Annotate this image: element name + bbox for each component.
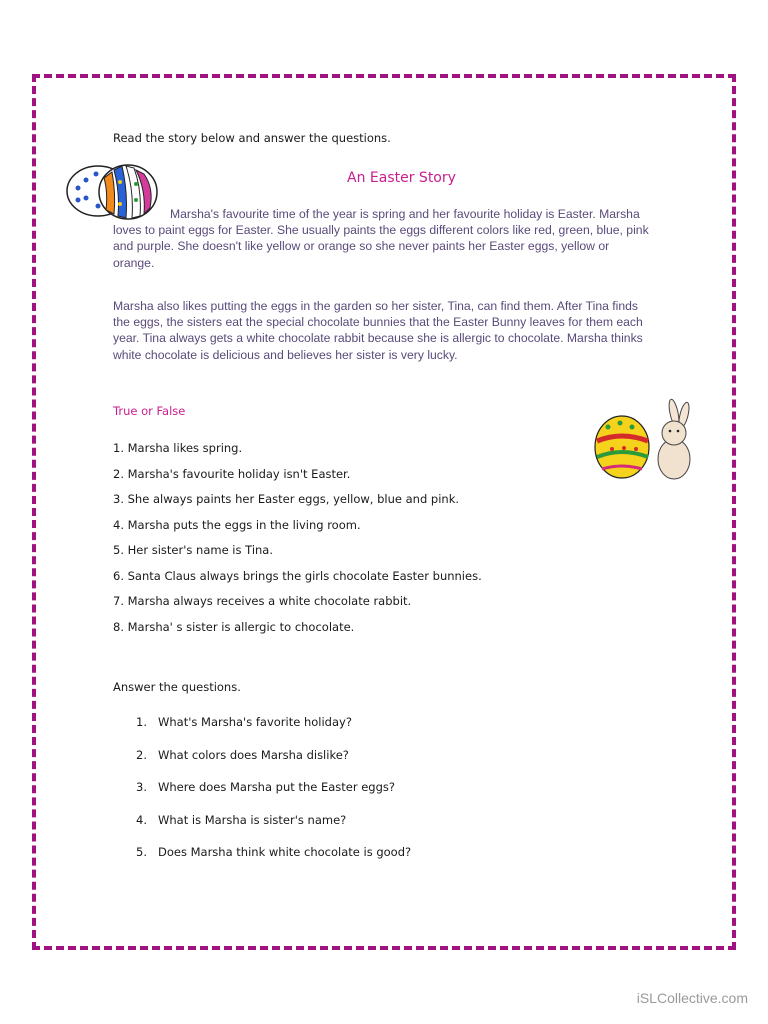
true-false-item: 2. Marsha's favourite holiday isn't Easter.	[113, 466, 351, 481]
question-number: 3.	[136, 780, 147, 794]
true-false-item: 3. She always paints her Easter eggs, yellow, blue and pink.	[113, 492, 460, 506]
true-false-item: 7. Marsha always receives a white chocolate rabbit.	[113, 594, 412, 608]
question-text: What colors does Marsha dislike?	[158, 747, 349, 762]
question-item	[136, 779, 411, 812]
question-text: Does Marsha think white chocolate is good?	[158, 845, 412, 859]
true-false-list	[113, 440, 482, 644]
question-number: 1.	[136, 715, 147, 729]
question-item	[136, 844, 411, 877]
question-text: What's Marsha's favorite holiday?	[158, 715, 352, 729]
instructions: Read the story below and answer the questions.	[113, 131, 391, 145]
true-false-heading: True or False	[113, 404, 186, 418]
true-false-item: 8. Marsha' s sister is allergic to chocolate.	[113, 619, 355, 634]
question-item	[136, 812, 411, 845]
question-number: 5.	[136, 845, 147, 859]
story-paragraph-2: Marsha also likes putting the eggs in the garden so her sister, Tina, can find them. After Tina finds the eggs, the sisters eat the special chocolate bunnies that the Easter Bunny leaves for them each year. Tina always gets a white chocolate rabbit because she is allergic to chocolate. Marsha thinks white chocolate is delicious and believes her sister is very lucky.	[113, 299, 643, 362]
story-title: An Easter Story	[347, 170, 456, 186]
question-number: 4.	[136, 812, 147, 827]
true-false-item: 6. Santa Claus always brings the girls chocolate Easter bunnies.	[113, 568, 482, 583]
true-false-item: 4. Marsha puts the eggs in the living room.	[113, 517, 361, 532]
true-false-item: 5. Her sister's name is Tina.	[113, 543, 274, 557]
question-text: Where does Marsha put the Easter eggs?	[158, 780, 396, 794]
true-false-item: 1. Marsha likes spring.	[113, 441, 243, 455]
story-paragraph-1: Marsha's favourite time of the year is spring and her favourite holiday is Easter. Marsha loves to paint eggs for Easter. She usually paints the eggs different colors like red, green, blue, pink and purple. She doesn't like yellow or orange so she never paints her Easter eggs, yellow or orange.	[113, 207, 649, 270]
question-text: What is Marsha is sister's name?	[158, 812, 347, 827]
question-item	[136, 714, 411, 747]
question-item	[136, 747, 411, 780]
watermark: iSLCollective.com	[636, 990, 748, 1006]
easter-bunny-egg-icon	[592, 397, 692, 487]
answer-questions-heading: Answer the questions.	[113, 680, 241, 694]
question-number: 2.	[136, 747, 147, 762]
answer-questions-list	[136, 714, 411, 877]
